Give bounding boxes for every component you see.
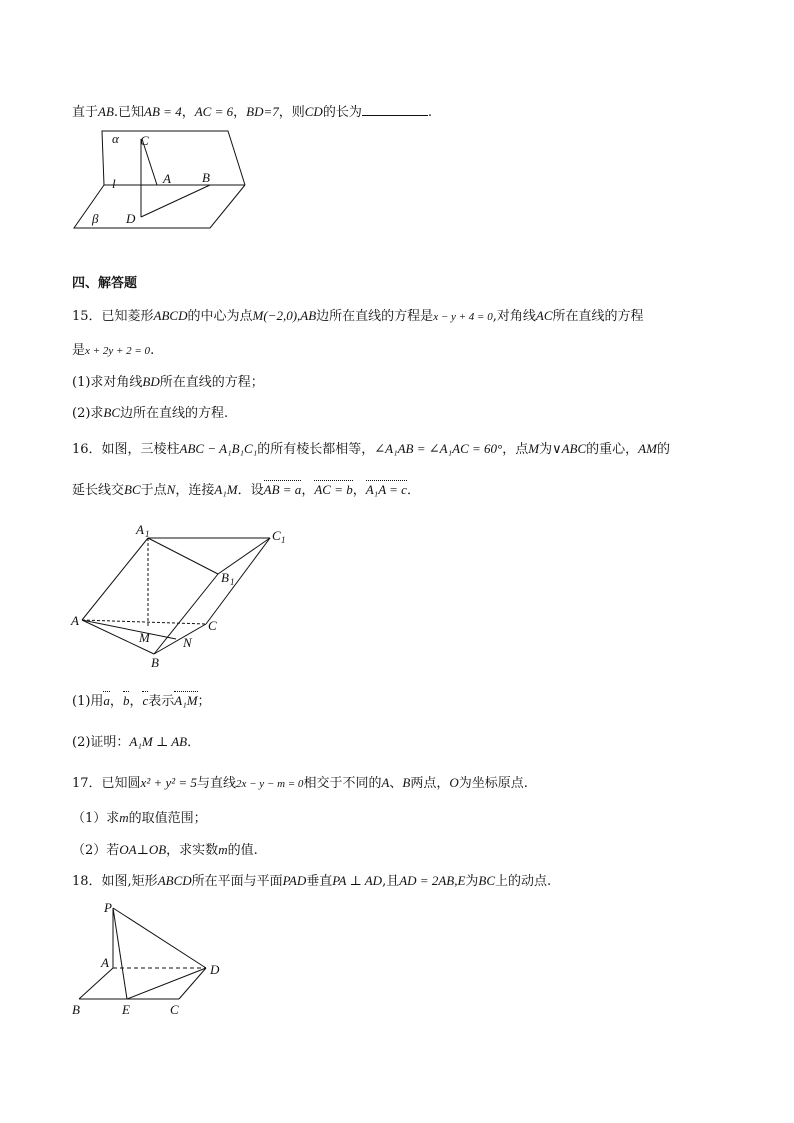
q16-line1: 16．如图，三棱柱ABC − A₁B₁C₁的所有棱长都相等，∠A₁AB = ∠A₁AC = 60°，点M为∨ABC的重心，AM的 [72,441,670,457]
answer-blank [362,103,428,116]
label-D: D [210,962,220,977]
label-C: C [208,618,217,633]
figure-dihedral-planes [60,125,260,235]
q18-line1: 18．如图,矩形ABCD所在平面与平面PAD垂直PA ⊥ AD,且AD = 2AB,E为BC上的动点. [72,873,552,889]
label-B1-sub: 1 [230,577,235,587]
figure-pyramid [68,896,238,1021]
q17-line1: 17．已知圆x² + y² = 5与直线2x − y − m = 0相交于不同的A、B两点，O为坐标原点. [72,775,528,791]
q17-sub2: （2）若OA⊥OB，求实数m的值. [72,842,258,858]
q15-line2: 是x + 2y + 2 = 0. [72,343,155,358]
label-E: E [122,1002,130,1017]
q15-line1: 15．已知菱形ABCD的中心为点M(−2,0),AB边所在直线的方程是x − y + 4 = 0,对角线AC所在直线的方程 [72,308,644,324]
label-B1: B [221,570,229,585]
q15-sub2: (2)求BC边所在直线的方程. [72,405,229,421]
label-A: A [101,955,109,970]
label-l: l [112,176,116,191]
label-B: B [202,170,210,185]
label-C: C [140,133,149,148]
label-N: N [183,635,192,650]
label-B: B [72,1002,80,1017]
q14-text: 直于AB.已知AB = 4，AC = 6，BD=7，则CD的长为 . [72,104,432,120]
q17-sub1: （1）求m的取值范围； [72,810,207,826]
label-P: P [104,900,112,915]
q15-sub1: (1)求对角线BD所在直线的方程； [72,374,264,390]
label-A: A [163,171,171,186]
label-C: C [170,1002,179,1017]
q16-sub1: (1)用a，b，c表示A₁M； [72,693,211,709]
q16-sub2: (2)证明：A₁M ⊥ AB． [72,734,201,750]
label-D: D [126,211,136,226]
label-beta: β [92,211,99,226]
label-M: M [139,630,150,645]
label-C1: C [272,528,281,543]
q16-line2: 延长线交BC于点N，连接A₁M．设AB = a，AC = b，A₁A = c． [72,482,420,498]
label-C1-sub: 1 [281,535,286,545]
label-alpha: α [112,131,119,146]
label-A1: A [136,522,144,537]
label-B: B [151,655,159,670]
label-A1-sub: 1 [145,529,150,539]
label-A: A [71,613,79,628]
section-heading: 四、解答题 [72,276,138,291]
figure-triangular-prism [66,522,296,672]
